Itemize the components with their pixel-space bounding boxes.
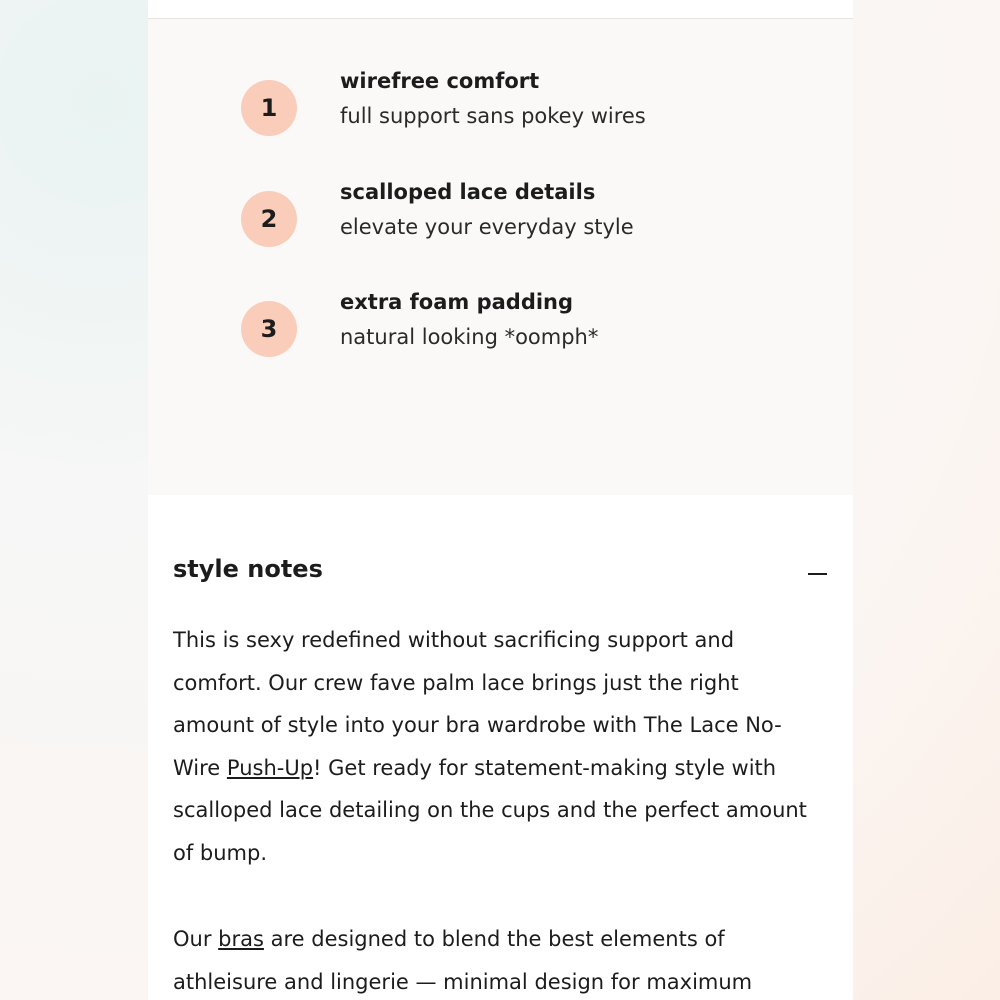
style-notes-header[interactable] (173, 555, 831, 591)
number-badge: 1 (241, 80, 297, 136)
feature-description: elevate your everyday style (340, 215, 634, 239)
bras-link[interactable]: bras (218, 927, 264, 951)
style-notes-paragraph (173, 619, 823, 875)
product-page (148, 0, 853, 1000)
feature-description: natural looking *oomph* (340, 325, 599, 349)
feature-item (241, 290, 801, 371)
feature-item (241, 180, 801, 261)
feature-description: full support sans pokey wires (340, 104, 646, 128)
style-notes-section (148, 495, 853, 1000)
number-badge: 3 (241, 301, 297, 357)
style-notes-paragraph (173, 918, 823, 1000)
feature-title: scalloped lace details (340, 180, 596, 204)
feature-title: extra foam padding (340, 290, 574, 314)
paragraph-text: Our (173, 927, 219, 951)
minus-icon[interactable] (808, 573, 827, 575)
style-notes-title: style notes (173, 555, 323, 583)
feature-title: wirefree comfort (340, 69, 540, 93)
paragraph-text: ! Get ready for statement-making style with scalloped lace detailing on the cups and the perfect amount of bump. (173, 755, 807, 865)
paragraph-text: This is sexy redefined without sacrificing support and comfort. Our crew fave palm lace brings just the right amount of style into your bra wardrobe with The Lace No-Wire (173, 628, 782, 780)
feature-item (241, 69, 801, 150)
paragraph-text: are designed to blend the best elements of athleisure and lingerie — minimal design for maximum (173, 927, 753, 994)
push-up-link[interactable]: Push-Up (226, 755, 314, 780)
feature-list (148, 19, 853, 495)
number-badge: 2 (241, 191, 297, 247)
top-section-edge (148, 0, 853, 19)
